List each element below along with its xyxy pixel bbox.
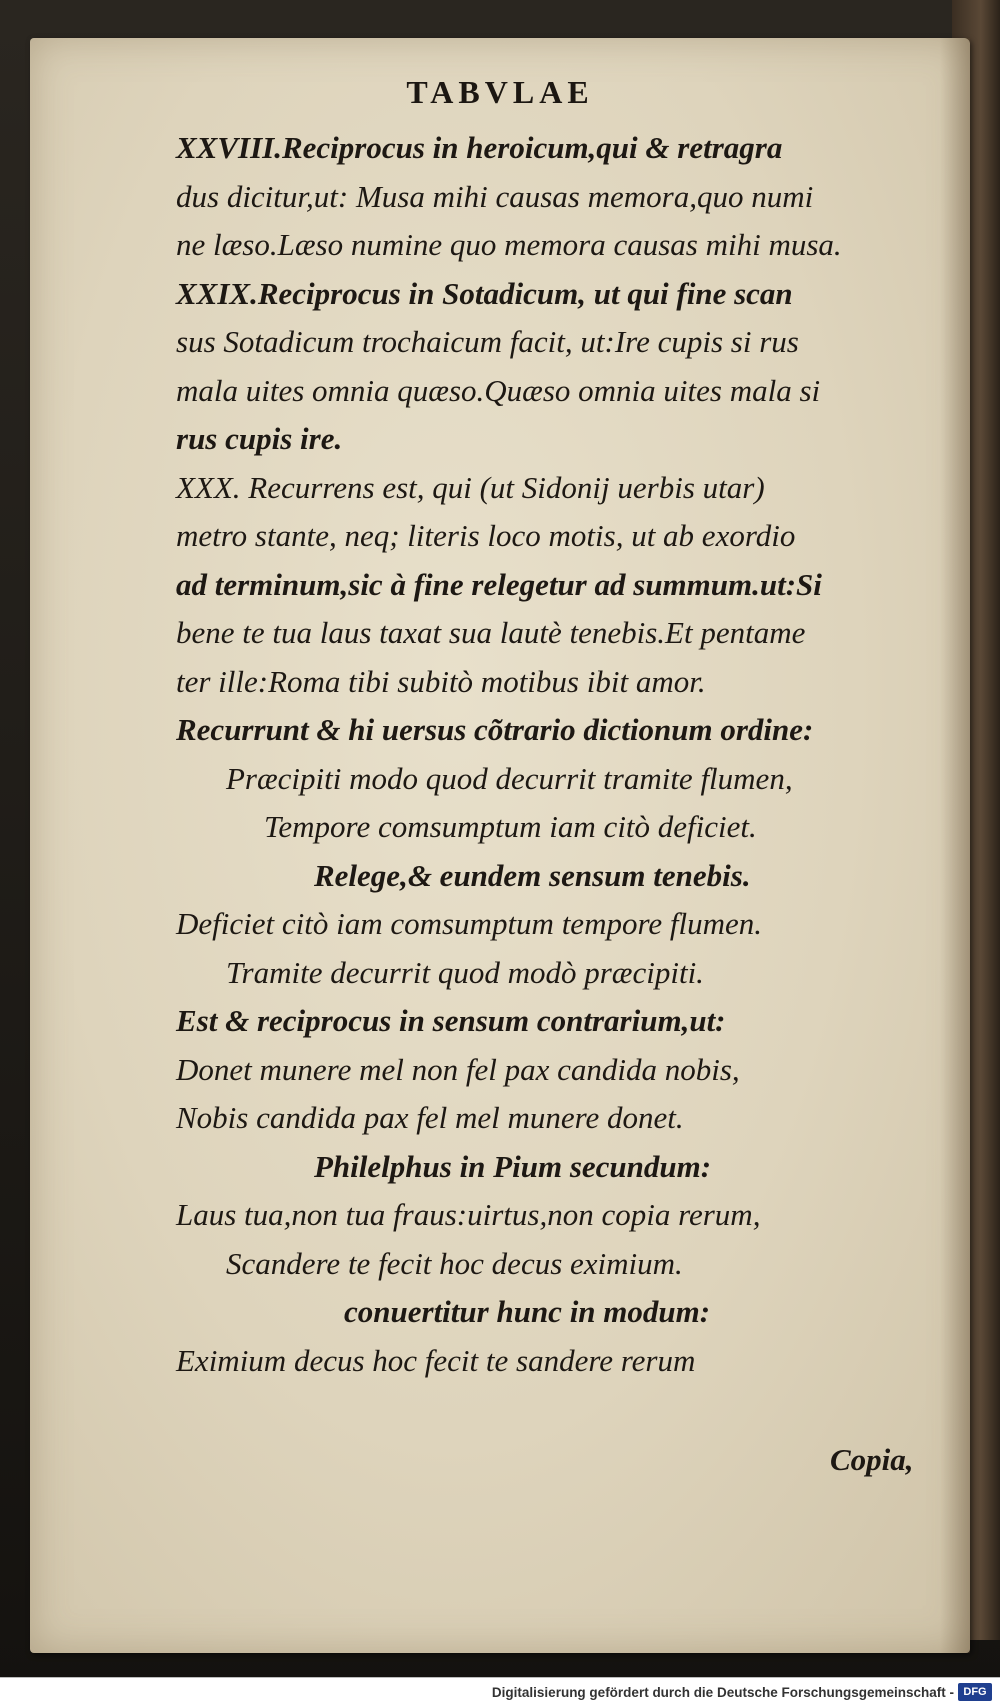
text-line: bene te tua laus taxat sua lautè tenebis.Et pentame [176,615,806,650]
text-line: Deficiet citò iam comsumptum tempore flumen. [176,906,763,941]
footer-strip [0,1677,1000,1706]
text-line: sus Sotadicum trochaicum facit, ut:Ire cupis si rus [176,324,799,359]
text-line: ad terminum,sic à fine relegetur ad summum.ut:Si [176,566,822,602]
dfg-logo: DFG [958,1683,992,1701]
text-line: XXIX.Reciprocus in Sotadicum, ut qui fine scan [176,275,793,311]
text-line: XXVIII.Reciprocus in heroicum,qui & retragra [176,130,783,165]
running-head: TABVLAE [406,74,594,110]
text-line: XXX. Recurrens est, qui (ut Sidonij uerbis utar) [176,469,765,505]
text-line: Tramite decurrit quod modò præcipiti. [226,954,704,990]
text-line: Tempore comsumptum iam citò deficiet. [264,809,757,844]
page-text-block [176,124,946,1385]
text-line: Nobis candida pax fel mel munere donet. [176,1100,684,1135]
funding-credit: Digitalisierung gefördert durch die Deutsche Forschungsgemeinschaft - [491,1685,954,1700]
text-line: ne læso.Læso numine quo memora causas mihi musa. [176,227,842,262]
text-line: Scandere te fecit hoc decus eximium. [226,1245,683,1281]
text-line: mala uites omnia quæso.Quæso omnia uites mala si [176,372,821,408]
text-line: conuertitur hunc in modum: [344,1294,711,1329]
text-line: Eximium decus hoc fecit te sandere rerum [176,1342,696,1378]
text-line: Recurrunt & hi uersus cõtrario dictionum ordine: [176,712,814,747]
text-line: Laus tua,non tua fraus:uirtus,non copia rerum, [176,1197,761,1232]
catchword: Copia, [830,1442,914,1477]
text-line: Relege,& eundem sensum tenebis. [314,857,751,893]
text-line: Donet munere mel non fel pax candida nobis, [176,1051,740,1087]
text-line: Est & reciprocus in sensum contrarium,ut: [176,1003,726,1038]
text-line: ter ille:Roma tibi subitò motibus ibit amor. [176,663,706,699]
text-line: metro stante, neq; literis loco motis, ut ab exordio [176,518,796,553]
text-line: dus dicitur,ut: Musa mihi causas memora,quo numi [176,178,814,214]
text-line: Præcipiti modo quod decurrit tramite flumen, [226,760,793,796]
text-line: Philelphus in Pium secundum: [314,1148,712,1184]
text-line: rus cupis ire. [176,421,343,456]
